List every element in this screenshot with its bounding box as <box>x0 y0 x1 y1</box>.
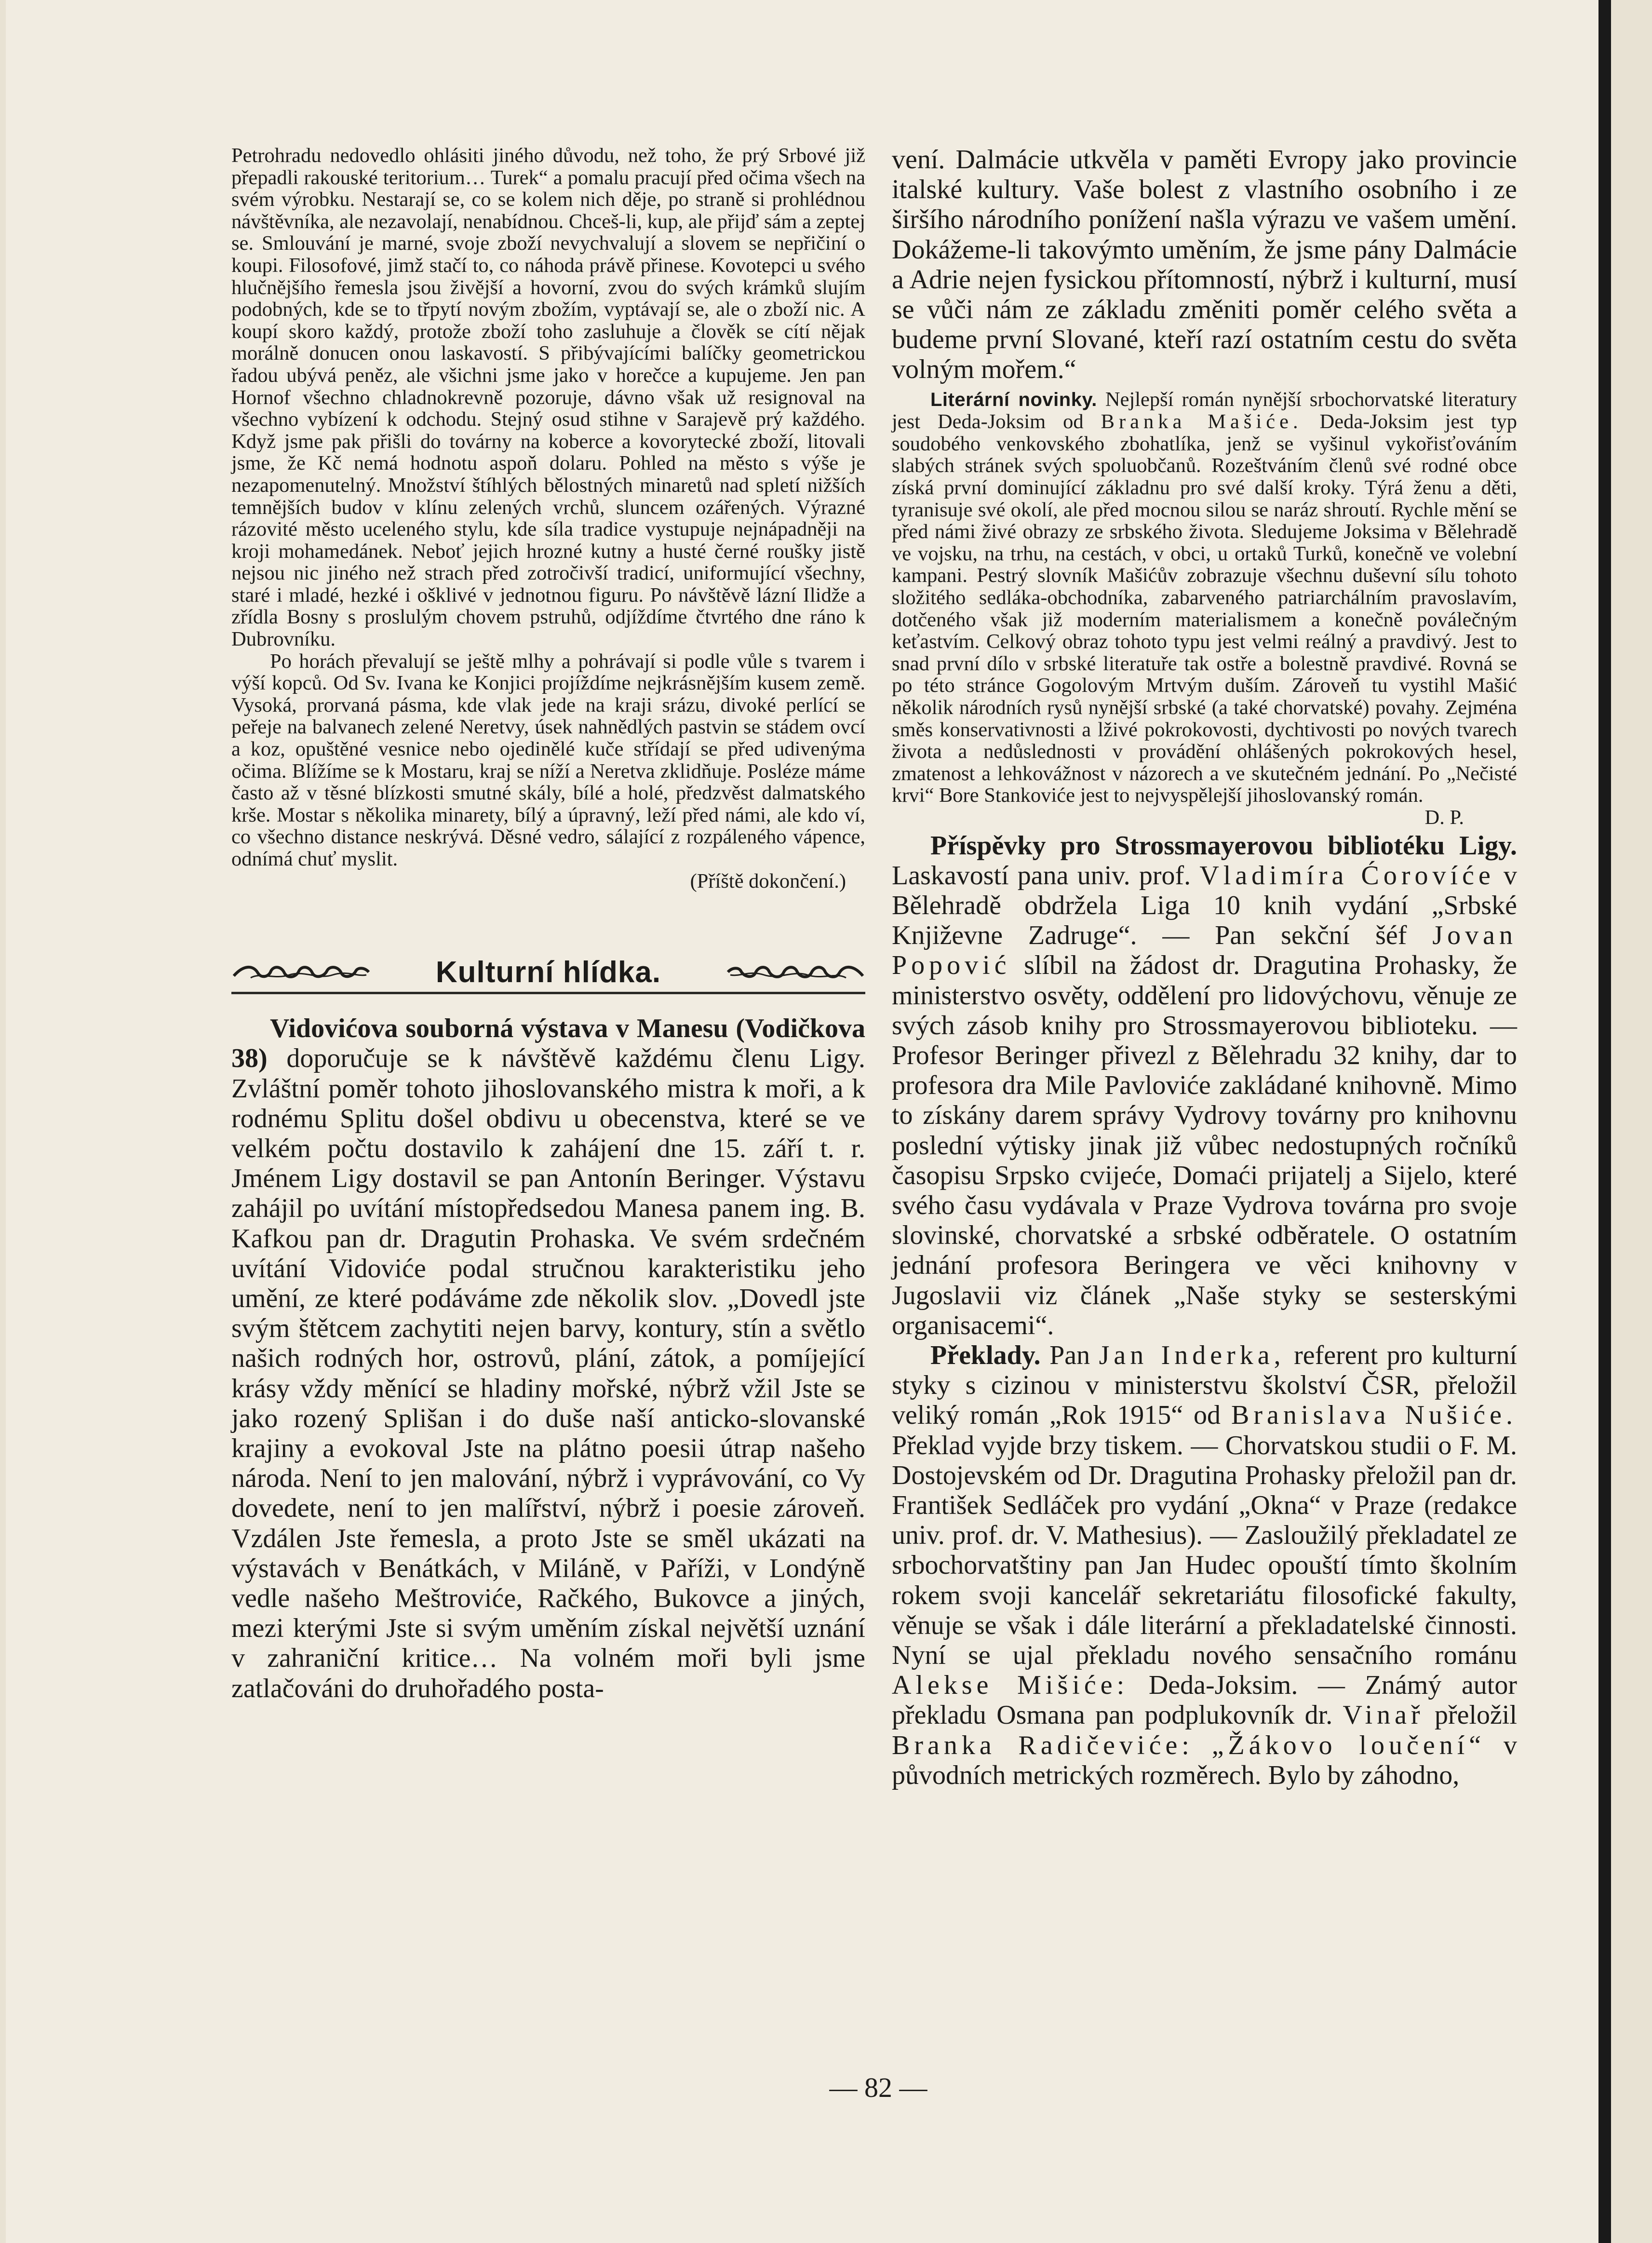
preklady-paragraph <box>892 1340 1517 1790</box>
preklady-name: Alekse Mišiće: <box>892 1670 1129 1701</box>
prispevky-text: v Bělehradě obdržela Liga 10 knih vydání „Srbské Književne Zadruge“. — Pan sekční šéf <box>892 860 1517 951</box>
vidovic-continuation: vení. Dalmácie utkvěla v paměti Evropy jako provincie italské kultury. Vaše bolest z vlastního osobního i ze širšího národního ponížení našla výrazu ve vašem umění. Dokážeme-li takovýmto uměním, že jsme pány Dalmácie a Adrie nejen fysickou přítomností, nýbrž i kulturní, musí se vůči nám ze základu změniti poměr celého světa a budeme první Slované, kteří razí ostatním cestu do světa volným mořem.“ <box>892 145 1517 385</box>
vidovic-lead: Vidovićova souborná výstava v Manesu (Vodičkova 38) <box>231 1013 865 1074</box>
ornament-right-icon <box>725 962 865 982</box>
prispevky-heading: Příspěvky pro Strossmayerovou bibliotéku Ligy. <box>930 830 1517 861</box>
section-banner <box>231 950 865 994</box>
prispevky-text: slíbil na žádost dr. Dragutina Prohasky, že ministerstvo osvěty, oddělení pro lidovýchovu, věnuje ze svých zásob knihy pro Strossmayerovou biblioteku. — Profesor Beringer přivezl z Bělehradu 32 knihy, dar to profesora dra Mile Pavloviće zakládané knihovně. Mimo to získány darem správy Vydrovy továrny pro knihovnu poslední výtisky jinak již vůbec nedostupných ročníků časopisu Srpsko cvijeće, Domaći prijatelj a Sijelo, které svého času vydávala v Praze Vydrova továrna pro svoje slovinské, chorvatské a srbské odběratele. O ostatním jednání profesora Beringera ve věci knihovny v Jugoslavii viz článek „Naše styky se sesterskými organisacemi“. <box>892 950 1517 1340</box>
literarni-author: Branka Mašiće. <box>1101 410 1303 433</box>
vidovic-paragraph <box>231 1013 865 1703</box>
preklady-text: přeložil <box>1434 1700 1518 1730</box>
preklady-text: Pan <box>1049 1340 1090 1370</box>
preklady-text: Deda-Joksim. — Známý autor překladu Osmana pan podplukovník dr. <box>892 1670 1518 1730</box>
preklady-text: referent pro kulturní styky s cizinou v ministerstvu školství ČSR, přeložil veliký román „Rok 1915“ od <box>892 1340 1518 1431</box>
prispevky-text: Laskavostí pana univ. prof. <box>892 860 1191 891</box>
continued-note: (Příště dokončení.) <box>690 869 846 892</box>
article-paragraph-mountains: Po horách převalují se ještě mlhy a pohrávají si podle vůle s tvarem i výší kopců. Od Sv. Ivana ke Konjici projíždíme nejkrásnějším kusem země. Vysoká, prorvaná pásma, kde vlak jede na kraji srázu, divoké perlící se peřeje na balvanech zelené Neretvy, úsek nahnědlých pastvin se stádem ovcí a koz, opuštěné vesnice nebo ojedinělé kuče střídají se před udivenýma očima. Blížíme se k Mostaru, kraj se níží a Neretva zklidňuje. Posléze máme často až v těsné blízkosti smutné skály, bílé a holé, předzvěst dalmatského krše. Mostar s několika minarety, bílý a úpravný, leží před námi, ale kdo ví, co všechno distance neskrývá. Děsné vedro, sálající z rozpáleného vápence, odnímá chuť myslit. <box>231 649 865 870</box>
prispevky-name: Jovan Popović <box>892 920 1517 981</box>
right-column <box>892 145 1517 1790</box>
page-number: — 82 — <box>829 2072 927 2103</box>
preklady-text: Překlad vyjde brzy tiskem. — Chorvatskou studii o F. M. Dostojevském od Dr. Dragutina Prohasky přeložil pan dr. František Sedláček pro vydání „Okna“ v Praze (redakce univ. prof. dr. V. Mathesius). — Zasloužilý překladatel ze srbochorvatštiny pan Jan Hudec opouští tímto školním rokem svoji kancelář sekretariátu filosofické fakulty, věnuje se však i dále literární a překladatelské činnosti. Nyní se ujal překladu nového sensačního románu <box>892 1430 1517 1670</box>
literarni-text: Nejlepší román nynější srbochorvatské literatury jest Deda-Joksim od <box>892 388 1518 433</box>
ornament-left-icon <box>231 962 371 982</box>
left-column <box>231 145 865 1703</box>
prispevky-name: Vladimíra Ćorovíće <box>1199 860 1495 891</box>
preklady-name: Vinař <box>1343 1700 1424 1730</box>
section-title: Kulturní hlídka. <box>435 955 661 989</box>
preklady-name: Branislava Nušiće. <box>1231 1400 1517 1431</box>
preklady-text: v původních metrických rozměrech. Bylo by záhodno, <box>892 1730 1517 1790</box>
preklady-heading: Překlady. <box>930 1340 1041 1370</box>
preklady-name: Branka Radičeviće: <box>892 1730 1194 1760</box>
prispevky-paragraph <box>892 831 1517 1340</box>
literarni-signature: D. P. <box>1424 806 1464 829</box>
page <box>6 0 1611 2243</box>
vidovic-body: doporučuje se k návštěvě každému členu Ligy. Zvláštní poměr tohoto jihoslovanského mistra k moři, a k rodnému Splitu došel obdivu u obecenstva, které se ve velkém počtu dostavilo k zahájení dne 15. září t. r. Jménem Ligy dostavil se pan Antonín Beringer. Výstavu zahájil po uvítání místopředsedou Manesa panem ing. B. Kafkou pan dr. Dragutin Prohaska. Ve svém srdečném uvítání Vidoviće podal stručnou karakteristiku jeho umění, ze které podáváme zde několik slov. „Dovedl jste svým štětcem zachytiti nejen barvy, kontury, stín a světlo našich rodných hor, ostrovů, plání, zátok, a pomíjející krásy vždy měnící se hladiny mořské, nýbrž vžil Jste se jako rozený Splišan i do duše naší anticko-slovanské krajiny a evokoval Jste na plátno poesii útrap našeho národa. Není to jen malování, nýbrž i vyprávování, co Vy dovedete, není to jen malířství, nýbrž i poesie zároveň. Vzdálen Jste řemesla, a proto Jste se směl ukázati na výstavách v Benátkách, v Miláně, v Paříži, v Londýně vedle našeho Meštroviće, Račkého, Bukovce a jiných, mezi kterými Jste si svým uměním získal největší uznání v zahraniční kritice… Na volném moři byli jsme zatlačováni do druhořadého posta- <box>231 1043 865 1703</box>
literarni-heading: Literární novinky. <box>930 389 1097 410</box>
literarni-text: Deda-Joksim jest typ soudobého venkovského zbohatlíka, jenž se vyšinul vykořisťováním slabých stránek svých spoluobčanů. Rozeštváním členů své rodné obce získá první dominující základnu pro své další kroky. Týrá ženu a děti, tyranisuje své okolí, ale před mocnou silou se naráz shroutí. Rychle mění se před námi živé obrazy ze srbského života. Sledujeme Joksima v Bělehradě ve vojsku, na trhu, na cestách, v obci, u ortaků Turků, konečně ve volební kampani. Pestrý slovník Mašićův zobrazuje všechnu duševní sílu tohoto složitého sedláka-obchodníka, zabarveného patriarchálním pravoslavím, dotčeného však již moderním materialismem a konečně poválečným keťastvím. Celkový obraz tohoto typu jest velmi reálný a pravdivý. Jest to snad první dílo v srbské literatuře tak ostře a bolestně pravdivé. Rovná se po této stránce Gogolovým Mrtvým duším. Zároveň tu vystihl Mašić několik národních rysů nynější srbské (a také chorvatské) povahy. Zejména směs konservativnosti a lživé pokrokovosti, dychtivosti po nových tvarech života a nedůslednosti v provádění ohlášených pokrokových hesel, zmatenost a lehkovážnost v názorech a ve skutečném jednání. Po „Nečisté krvi“ Bore Stankoviće jest to nejvyspělejší jihoslovanský román. <box>892 410 1518 807</box>
section-rule <box>231 992 865 994</box>
literarni-paragraph <box>892 389 1517 807</box>
preklady-work-title: „Žákovo loučení“ <box>1211 1730 1486 1760</box>
article-continuation-paragraph: Petrohradu nedovedlo ohlásiti jiného důvodu, než toho, že prý Srbové již přepadli rakouské teritorium… Turek“ a pomalu pracují před očima všech na svém výrobku. Nestarají se, co se kolem nich děje, po straně si prohlédnou návštěvníka, ale nezavolají, nenabídnou. Chceš-li, kup, ale přijď sám a zeptej se. Smlouvání je marné, svoje zboží nevychvalují a slovem se nepřičiní o koupi. Filosofové, jimž stačí to, co náhoda právě přinese. Kovotepci u svého hlučnějšího řemesla jsou živější a hovorní, zvou do svých krámků slujím podobných, kde se to třpytí novým zbožím, vyptávají se, ale o zboží nic. A koupí skoro každý, protože zboží toho zasluhuje a člověk se cítí nějak morálně donucen onou laskavostí. S přibývajícími balíčky geometrickou řadou ubývá peněz, ale všichni jsme jako v horečce a kupujeme. Jen pan Hornof všechno chladnokrevně pozoruje, dávno však už resignoval na všechno vybízení k odchodu. Stejný osud stihne v Sarajevě prý každého. Když jsme pak přišli do továrny na koberce a kovorytecké zboží, litovali jsme, že Kč nemá hodnotu aspoň dolaru. Pohled na město s výše je nezapomenutelný. Množství štíhlých bělostných minaretů nad spletí nižších temnějších budov v klínu zelených vrchů, sluncem ozářených. Výrazné rázovité město uceleného stylu, kde síla tradice vystupuje nejnápadněji na kroji mohamedánek. Neboť jejich hrozné kutny a husté černé roušky jistě nejsou nic jiného než strach před zotročivší tradicí, uniformující všechny, staré i mladé, hezké i ošklivé v jednotnou figuru. Po návštěvě lázní Ilidže a zřídla Bosny s proslulým chovem pstruhů, odjíždíme čtvrtého dne ráno k Dubrovníku. <box>231 144 866 651</box>
preklady-name: Jan Inderka, <box>1099 1340 1285 1370</box>
